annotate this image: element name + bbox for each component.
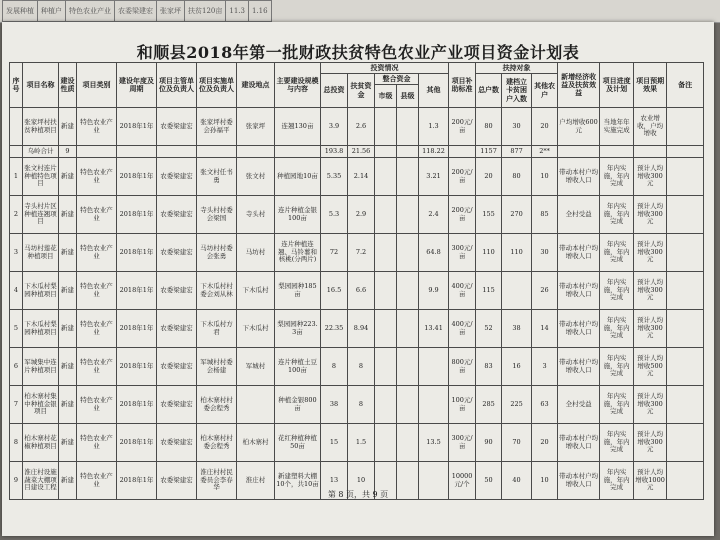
cell-type: 特色农业产业 [77, 196, 117, 234]
cell-poor: 70 [502, 424, 532, 462]
previous-page-table [2, 0, 272, 22]
cell-city [375, 234, 397, 272]
cell-progress: 年内实施，年内完成 [600, 158, 634, 196]
cell-name: 张文村连片种植特色项目 [23, 158, 59, 196]
cell-households: 20 [476, 158, 502, 196]
cell-remark [667, 272, 704, 310]
cell-total: 15 [321, 424, 348, 462]
cell-year: 2018年1年 [117, 272, 157, 310]
cell-name: 乌岭合计 [23, 146, 59, 158]
cell-remark [667, 108, 704, 146]
cell-impl [197, 146, 237, 158]
cell-content: 花红种植种植50亩 [275, 424, 321, 462]
cell-subsidy: 300元/亩 [449, 424, 476, 462]
cell-county [397, 234, 419, 272]
document-title: 和顺县2018年第一批财政扶贫特色农业产业项目资金计划表 [136, 43, 580, 62]
cell-remark [667, 234, 704, 272]
table-row [10, 348, 704, 386]
cell-fupin: 2.14 [348, 158, 375, 196]
cell-city [375, 108, 397, 146]
cell-progress: 年内实施，年内完成 [600, 424, 634, 462]
cell-other-h: 30 [532, 234, 558, 272]
cell-location: 淮庄村 [237, 462, 275, 500]
header-households: 总户数 [476, 74, 502, 108]
cell-name: 柏木寨村花椒种植项目 [23, 424, 59, 462]
cell-year: 2018年1年 [117, 310, 157, 348]
header-county: 县级 [397, 85, 419, 108]
cell-fupin: 10 [348, 462, 375, 500]
header-location: 建设地点 [237, 63, 275, 108]
cell-progress: 年内实施，年内完成 [600, 462, 634, 500]
header-other: 其他 [419, 74, 449, 108]
cell-location: 下木瓜村 [237, 272, 275, 310]
cell-location: 张文村 [237, 158, 275, 196]
cell-content: 连片种植连翘、马铃薯和核桃(分两片) [275, 234, 321, 272]
cell-impl: 柏木寨村村委会程秀 [197, 386, 237, 424]
cell-poor: 30 [502, 108, 532, 146]
cell-unit: 农委梁建宏 [157, 272, 197, 310]
cell-city [375, 424, 397, 462]
table-row [10, 108, 704, 146]
cell-name: 淮庄村设施蔬菜大棚项目建设工程 [23, 462, 59, 500]
cell-seq: 4 [10, 272, 23, 310]
cell-benefit: 带动本村户均增收人口 [558, 272, 600, 310]
cell-type: 特色农业产业 [77, 234, 117, 272]
cell-type [77, 146, 117, 158]
cell-county [397, 158, 419, 196]
cell-total: 13 [321, 462, 348, 500]
cell-total: 193.8 [321, 146, 348, 158]
cell-county [397, 108, 419, 146]
cell-city [375, 158, 397, 196]
cell-households: 50 [476, 462, 502, 500]
cell-nature: 新建 [59, 234, 77, 272]
cell-city [375, 310, 397, 348]
cell-poor: 38 [502, 310, 532, 348]
cell-benefit: 全村受益 [558, 196, 600, 234]
cell-other: 9.9 [419, 272, 449, 310]
cell-nature: 新建 [59, 272, 77, 310]
table-row [10, 146, 704, 158]
table-row [10, 386, 704, 424]
cell-benefit: 带动本村户均增收人口 [558, 424, 600, 462]
cell-total: 16.5 [321, 272, 348, 310]
cell-seq: 5 [10, 310, 23, 348]
table-row [10, 310, 704, 348]
cell-progress: 年内实施，年内完成 [600, 196, 634, 234]
prev-strip-cell: 农委梁建宏 [115, 1, 157, 22]
cell-content: 梨园园种223.3亩 [275, 310, 321, 348]
cell-total: 38 [321, 386, 348, 424]
cell-total: 5.35 [321, 158, 348, 196]
cell-benefit: 带动本村户均增收人口 [558, 234, 600, 272]
cell-total: 22.35 [321, 310, 348, 348]
cell-impl: 寺头村村委会梁国 [197, 196, 237, 234]
page-footer: 第 8 页，共 9 页 [327, 490, 389, 499]
cell-other: 13.41 [419, 310, 449, 348]
cell-unit [157, 146, 197, 158]
cell-households: 1157 [476, 146, 502, 158]
cell-name: 马坊村莲花种植项目 [23, 234, 59, 272]
cell-impl: 柏木寨村村委会程秀 [197, 424, 237, 462]
cell-subsidy [449, 146, 476, 158]
header-impl: 项目实施单位及负责人 [197, 63, 237, 108]
cell-location: 寺头村 [237, 196, 275, 234]
cell-benefit: 带动本村户均增收人口 [558, 158, 600, 196]
cell-location: 马坊村 [237, 234, 275, 272]
cell-benefit: 带动本村户均增收人口 [558, 462, 600, 500]
cell-location: 张家坪 [237, 108, 275, 146]
table-row [10, 234, 704, 272]
header-total: 总投资 [321, 74, 348, 108]
cell-location: 柏木寨村 [237, 424, 275, 462]
cell-benefit: 全村受益 [558, 386, 600, 424]
cell-other: 13.5 [419, 424, 449, 462]
header-integr: 整合资金 [375, 74, 419, 85]
cell-type: 特色农业产业 [77, 310, 117, 348]
cell-type: 特色农业产业 [77, 424, 117, 462]
cell-remark [667, 146, 704, 158]
cell-expected: 预计人均增收1000元 [634, 462, 667, 500]
cell-seq: 8 [10, 424, 23, 462]
cell-city [375, 146, 397, 158]
cell-county [397, 424, 419, 462]
cell-impl: 张家坪村委会孙福平 [197, 108, 237, 146]
prev-strip-cell: 特色农业产业 [66, 1, 115, 22]
header-expected: 项目预期效果 [634, 63, 667, 108]
cell-expected: 预计人均增收300元 [634, 234, 667, 272]
cell-expected: 预计人均增收300元 [634, 272, 667, 310]
cell-other-h: 20 [532, 108, 558, 146]
cell-expected: 预计人均增收300元 [634, 310, 667, 348]
cell-type: 特色农业产业 [77, 272, 117, 310]
cell-progress: 年内实施，年内完成 [600, 386, 634, 424]
cell-name: 张家坪村扶贫种植项目 [23, 108, 59, 146]
cell-content: 种植金银800亩 [275, 386, 321, 424]
cell-county [397, 272, 419, 310]
cell-expected: 预计人均增收300元 [634, 424, 667, 462]
cell-nature: 新建 [59, 348, 77, 386]
prev-strip-cell: 张家坪 [157, 1, 185, 22]
cell-impl: 淮庄村村民委员会李春华 [197, 462, 237, 500]
cell-households: 80 [476, 108, 502, 146]
cell-impl: 张文村任书勇 [197, 158, 237, 196]
cell-fupin: 7.2 [348, 234, 375, 272]
prev-strip-cell: 种植户 [38, 1, 66, 22]
cell-poor: 40 [502, 462, 532, 500]
cell-subsidy: 400元/亩 [449, 272, 476, 310]
cell-other: 1.3 [419, 108, 449, 146]
cell-unit: 农委梁建宏 [157, 310, 197, 348]
cell-benefit: 户均增收600元 [558, 108, 600, 146]
cell-other-h: 3 [532, 348, 558, 386]
cell-year: 2018年1年 [117, 424, 157, 462]
cell-remark [667, 386, 704, 424]
cell-other: 2.4 [419, 196, 449, 234]
cell-year: 2018年1年 [117, 234, 157, 272]
cell-nature: 新建 [59, 158, 77, 196]
cell-impl: 下木瓜村方君 [197, 310, 237, 348]
cell-unit: 农委梁建宏 [157, 386, 197, 424]
cell-fupin: 8 [348, 386, 375, 424]
cell-other-h: 85 [532, 196, 558, 234]
header-fupin: 扶贫资金 [348, 74, 375, 108]
cell-content: 连片种植土豆100亩 [275, 348, 321, 386]
cell-poor: 877 [502, 146, 532, 158]
header-nature: 建设性质 [59, 63, 77, 108]
cell-poor: 225 [502, 386, 532, 424]
cell-subsidy: 200元/亩 [449, 196, 476, 234]
cell-location: 军城村 [237, 348, 275, 386]
cell-poor: 80 [502, 158, 532, 196]
cell-other: 64.8 [419, 234, 449, 272]
header-remark: 备注 [667, 63, 704, 108]
cell-remark [667, 158, 704, 196]
cell-subsidy: 800元/亩 [449, 348, 476, 386]
cell-year: 2018年1年 [117, 348, 157, 386]
prev-strip-cell: 发展种植 [3, 1, 38, 22]
cell-unit: 农委梁建宏 [157, 108, 197, 146]
prev-strip-cell: 扶贫120亩 [185, 1, 226, 22]
cell-name: 下木瓜村梨园种植项目 [23, 310, 59, 348]
cell-progress: 年内实施，年内完成 [600, 310, 634, 348]
header-subsidy: 项目补助标准 [449, 63, 476, 108]
cell-remark [667, 424, 704, 462]
cell-total: 8 [321, 348, 348, 386]
prev-strip-cell: 1.16 [248, 1, 271, 22]
cell-total: 3.9 [321, 108, 348, 146]
header-city: 市级 [375, 85, 397, 108]
cell-benefit: 带动本村户均增收人口 [558, 310, 600, 348]
cell-seq: 3 [10, 234, 23, 272]
cell-nature: 新建 [59, 108, 77, 146]
cell-city [375, 272, 397, 310]
cell-nature: 新建 [59, 424, 77, 462]
cell-location [237, 386, 275, 424]
cell-county [397, 310, 419, 348]
cell-subsidy: 200元/亩 [449, 108, 476, 146]
cell-households: 52 [476, 310, 502, 348]
cell-unit: 农委梁建宏 [157, 158, 197, 196]
cell-expected: 预计人均增收300元 [634, 196, 667, 234]
cell-name: 寺头村片区种植连翘项目 [23, 196, 59, 234]
cell-year [117, 146, 157, 158]
cell-location [237, 146, 275, 158]
cell-seq: 6 [10, 348, 23, 386]
table-row [10, 158, 704, 196]
cell-year: 2018年1年 [117, 196, 157, 234]
cell-benefit [558, 146, 600, 158]
cell-subsidy: 100元/亩 [449, 386, 476, 424]
cell-benefit: 带动本村户均增收人口 [558, 348, 600, 386]
cell-unit: 农委梁建宏 [157, 424, 197, 462]
cell-other-h: 20 [532, 424, 558, 462]
cell-seq: 1 [10, 158, 23, 196]
cell-nature: 新建 [59, 462, 77, 500]
cell-unit: 农委梁建宏 [157, 462, 197, 500]
cell-name: 军城集中连片种植项目 [23, 348, 59, 386]
cell-city [375, 196, 397, 234]
header-benefit: 新增经济收益及扶贫效益 [558, 63, 600, 108]
cell-content: 新建塑料大棚10个，共10亩 [275, 462, 321, 500]
cell-city [375, 348, 397, 386]
prev-strip-cell: 11.3 [226, 1, 249, 22]
document-sheet [2, 22, 714, 536]
cell-year: 2018年1年 [117, 386, 157, 424]
header-unit: 项目主管单位及负责人 [157, 63, 197, 108]
cell-county [397, 146, 419, 158]
cell-fupin: 21.56 [348, 146, 375, 158]
cell-type: 特色农业产业 [77, 386, 117, 424]
cell-expected [634, 146, 667, 158]
cell-poor: 270 [502, 196, 532, 234]
cell-remark [667, 310, 704, 348]
cell-county [397, 386, 419, 424]
cell-fupin: 2.6 [348, 108, 375, 146]
cell-name: 柏木寨村集中种植金银项目 [23, 386, 59, 424]
cell-impl: 下木瓜村村委会刘从林 [197, 272, 237, 310]
cell-progress: 年内实施，年内完成 [600, 272, 634, 310]
header-poor: 建档立卡贫困户入数 [502, 74, 532, 108]
table-row [10, 272, 704, 310]
cell-nature: 新建 [59, 386, 77, 424]
cell-progress: 当地年年实施完成 [600, 108, 634, 146]
cell-total: 5.3 [321, 196, 348, 234]
cell-nature: 9 [59, 146, 77, 158]
cell-type: 特色农业产业 [77, 462, 117, 500]
cell-unit: 农委梁建宏 [157, 348, 197, 386]
cell-year: 2018年1年 [117, 158, 157, 196]
cell-households: 155 [476, 196, 502, 234]
cell-households: 115 [476, 272, 502, 310]
fund-plan-table [9, 62, 704, 500]
cell-nature: 新建 [59, 196, 77, 234]
cell-other-h: 10 [532, 158, 558, 196]
cell-impl: 军城村村委会杨建 [197, 348, 237, 386]
cell-seq: 9 [10, 462, 23, 500]
cell-expected: 预计人均增收300元 [634, 386, 667, 424]
cell-other-h: 14 [532, 310, 558, 348]
cell-subsidy: 300元/亩 [449, 234, 476, 272]
cell-type: 特色农业产业 [77, 348, 117, 386]
cell-name: 下木瓜村梨园种植项目 [23, 272, 59, 310]
previous-page-strip [0, 0, 720, 23]
cell-fupin: 2.9 [348, 196, 375, 234]
cell-content [275, 146, 321, 158]
cell-remark [667, 196, 704, 234]
cell-unit: 农委梁建宏 [157, 196, 197, 234]
header-type: 项目类别 [77, 63, 117, 108]
cell-type: 特色农业产业 [77, 158, 117, 196]
cell-subsidy: 10000元/个 [449, 462, 476, 500]
table-row [10, 196, 704, 234]
cell-seq [10, 146, 23, 158]
cell-location: 下木瓜村 [237, 310, 275, 348]
cell-content: 连片种植金银100亩 [275, 196, 321, 234]
cell-progress: 年内实施，年内完成 [600, 234, 634, 272]
table-row [10, 424, 704, 462]
cell-unit: 农委梁建宏 [157, 234, 197, 272]
cell-households: 110 [476, 234, 502, 272]
cell-content: 连翘130亩 [275, 108, 321, 146]
header-content: 主要建设规模与内容 [275, 63, 321, 108]
cell-content: 种植园地10亩 [275, 158, 321, 196]
cell-fupin: 1.5 [348, 424, 375, 462]
header-other-h: 其他农户 [532, 74, 558, 108]
cell-other [419, 386, 449, 424]
cell-other: 3.21 [419, 158, 449, 196]
cell-households: 285 [476, 386, 502, 424]
cell-nature: 新建 [59, 310, 77, 348]
cell-city [375, 386, 397, 424]
cell-seq [10, 108, 23, 146]
cell-seq: 2 [10, 196, 23, 234]
cell-impl: 马坊村村委会张勇 [197, 234, 237, 272]
cell-other-h: 10 [532, 462, 558, 500]
cell-subsidy: 200元/亩 [449, 158, 476, 196]
cell-total: 72 [321, 234, 348, 272]
cell-remark [667, 348, 704, 386]
cell-content: 梨园园种185亩 [275, 272, 321, 310]
cell-other-h: 2** [532, 146, 558, 158]
cell-households: 83 [476, 348, 502, 386]
cell-fupin: 6.6 [348, 272, 375, 310]
header-seq: 序号 [10, 63, 23, 108]
cell-fupin: 8 [348, 348, 375, 386]
cell-fupin: 8.94 [348, 310, 375, 348]
cell-subsidy: 400元/亩 [449, 310, 476, 348]
header-name: 项目名称 [23, 63, 59, 108]
cell-progress: 年内实施，年内完成 [600, 348, 634, 386]
cell-type: 特色农业产业 [77, 108, 117, 146]
table-body [10, 108, 704, 500]
cell-expected: 农业增收，户均增收 [634, 108, 667, 146]
header-year: 建设年度及周期 [117, 63, 157, 108]
cell-other [419, 348, 449, 386]
cell-poor [502, 272, 532, 310]
cell-households: 90 [476, 424, 502, 462]
cell-expected: 预计人均增收300元 [634, 158, 667, 196]
cell-other: 118.22 [419, 146, 449, 158]
header-target-group: 扶持对象 [476, 63, 558, 74]
cell-county [397, 196, 419, 234]
cell-year: 2018年1年 [117, 462, 157, 500]
header-progress: 项目进度及计划 [600, 63, 634, 108]
cell-other-h: 63 [532, 386, 558, 424]
cell-other-h: 26 [532, 272, 558, 310]
cell-county [397, 348, 419, 386]
cell-progress [600, 146, 634, 158]
cell-poor: 16 [502, 348, 532, 386]
cell-expected: 预计人均增收500元 [634, 348, 667, 386]
cell-seq: 7 [10, 386, 23, 424]
header-invest-group: 投资情况 [321, 63, 449, 74]
cell-year: 2018年1年 [117, 108, 157, 146]
cell-poor: 110 [502, 234, 532, 272]
